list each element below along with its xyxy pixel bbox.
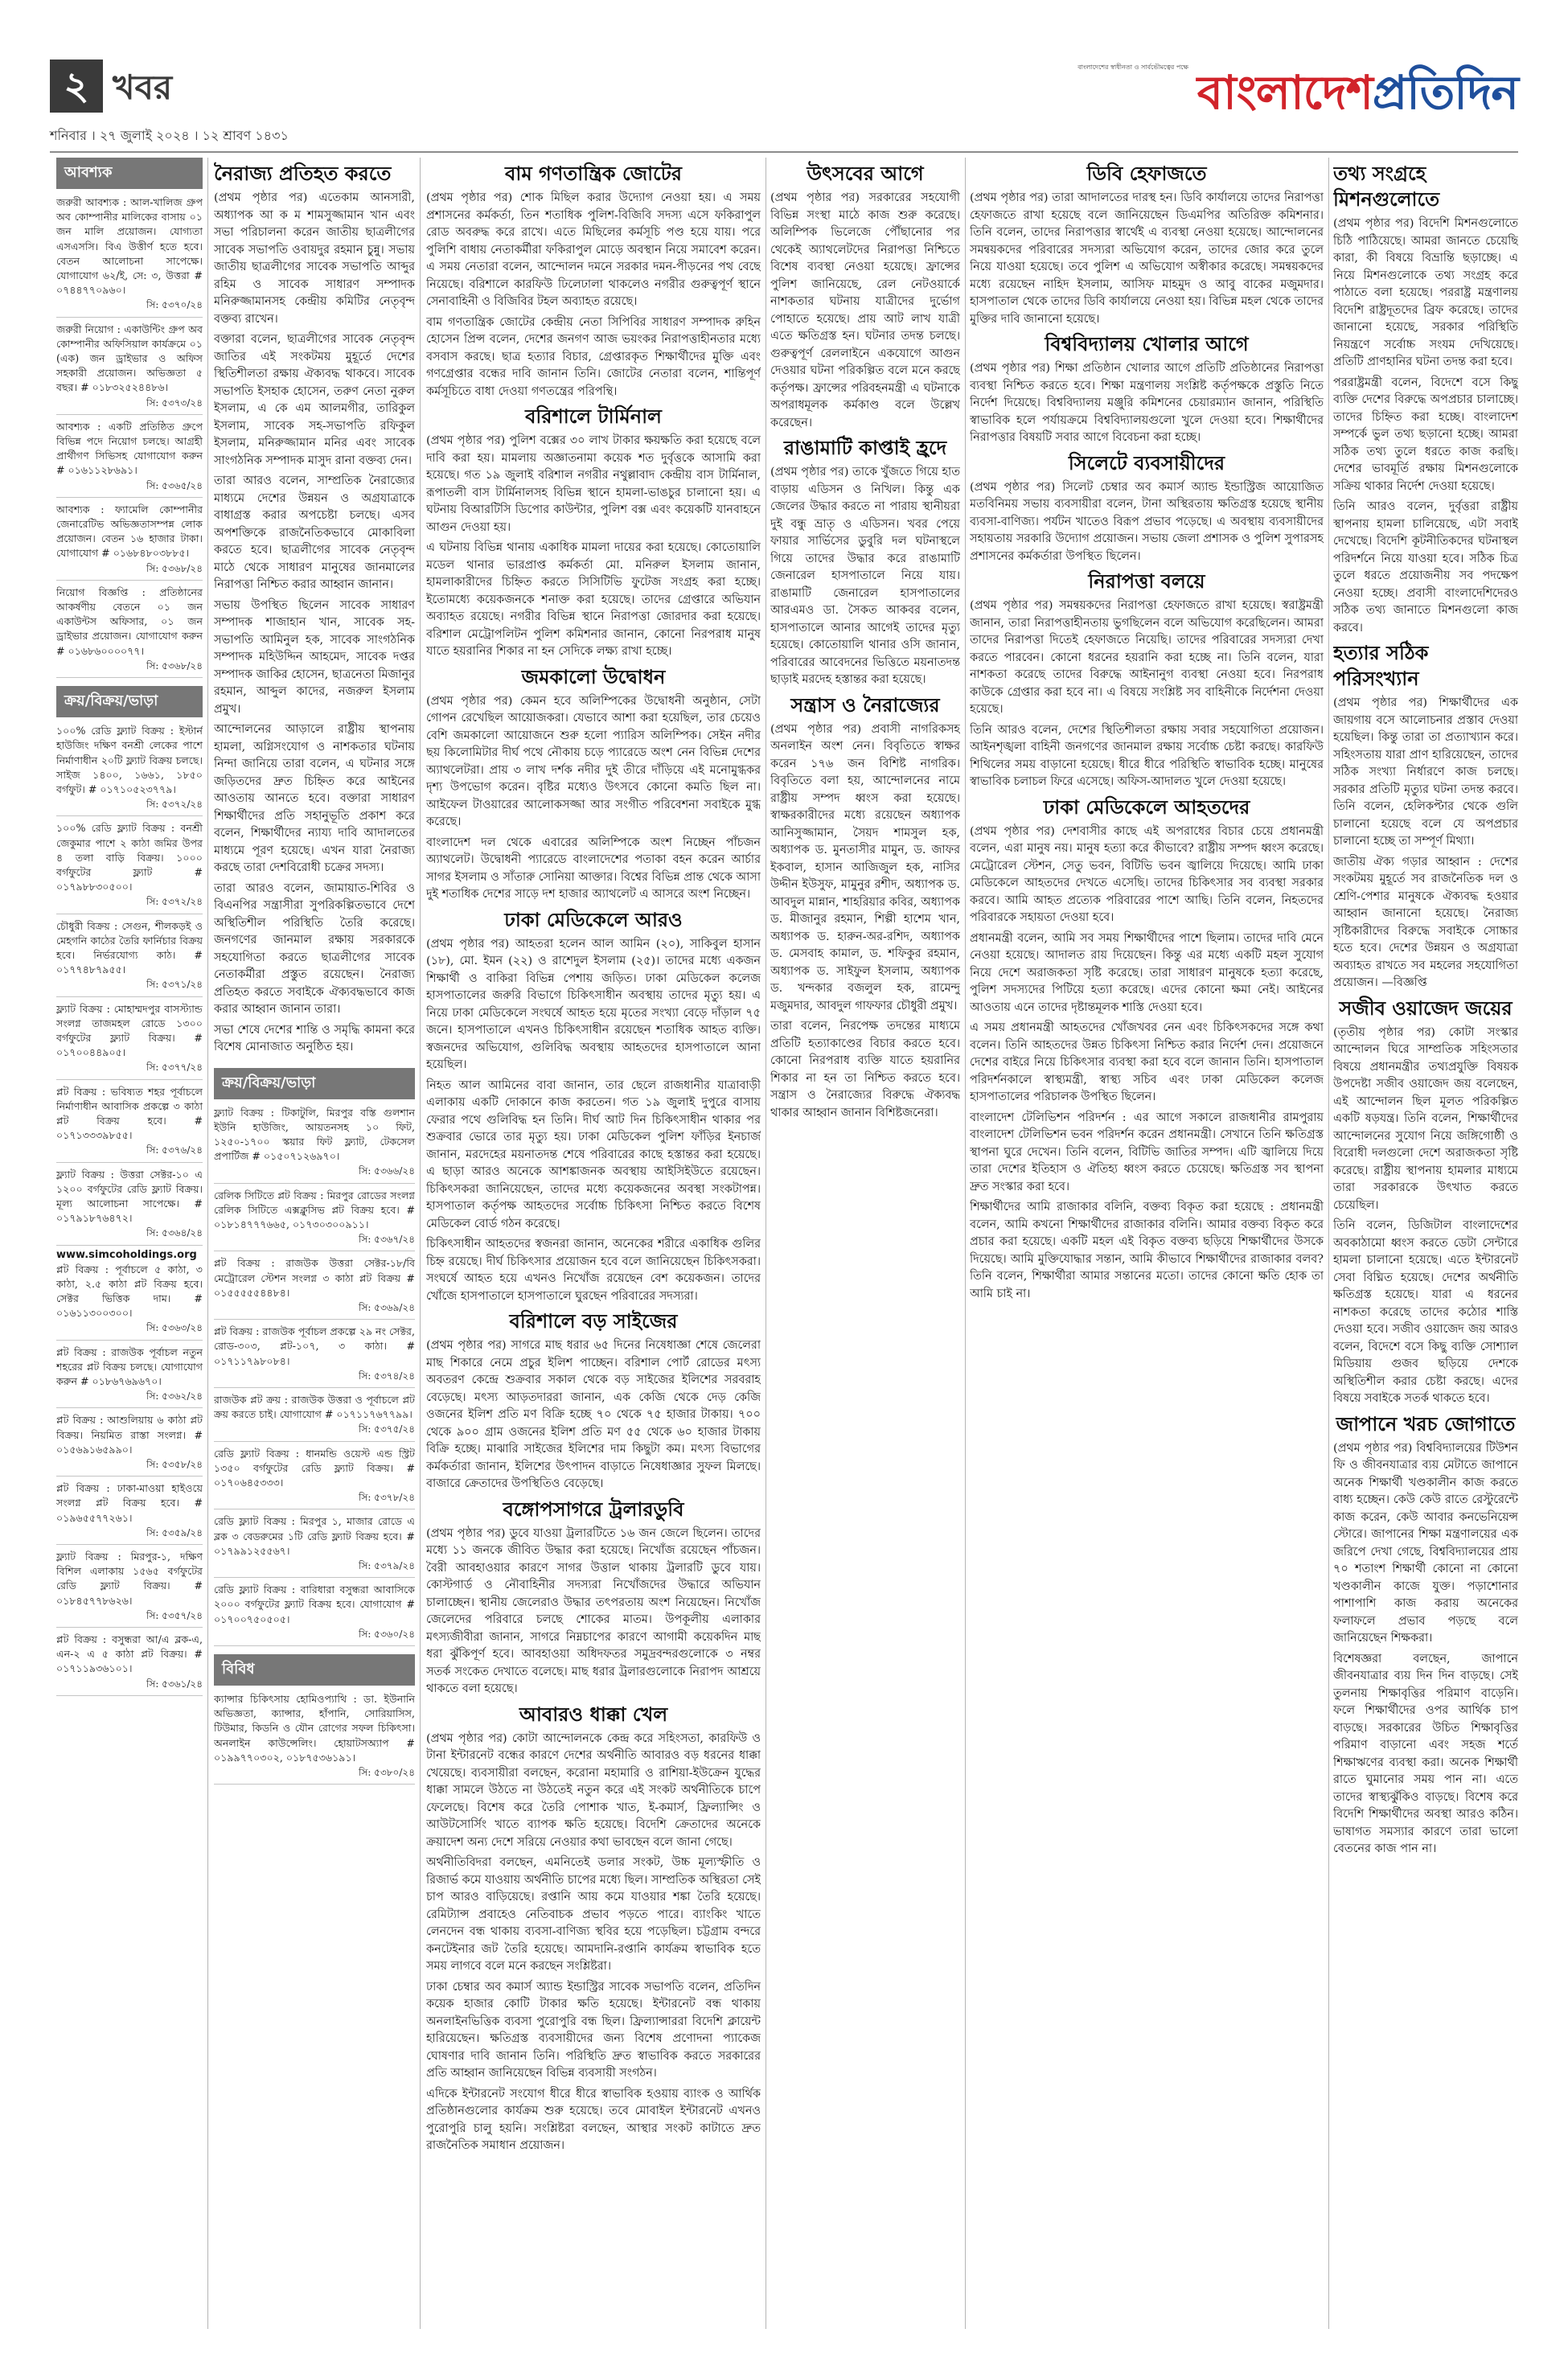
page-number: ২ (50, 60, 103, 113)
column-5 (970, 158, 1324, 2329)
masthead (50, 48, 1518, 153)
article-paragraph: (প্রথম পৃষ্ঠার পর) প্রবাসী নাগরিকসহ অনলাইন অংশ নেন। বিবৃতিতে স্বাক্ষর করেন ১৭৬ জন বিশিষ্ট নাগরিক। বিবৃতিতে বলা হয়, আন্দোলনের নামে রাষ্ট্রীয় সম্পদ ধ্বংস করা হয়েছে। স্বাক্ষরকারীদের মধ্যে রয়েছেন অধ্যাপক আনিসুজ্জামান, সৈয়দ শামসুল হক, অধ্যাপক ড. মুনতাসীর মামুন, ড. জাফর ইকবাল, হাসান আজিজুল হক, নাসির উদ্দীন ইউসুফ, মামুনুর রশীদ, অধ্যাপক ড. আবদুল মান্নান, শাহরিয়ার কবির, অধ্যাপক ড. মীজানুর রহমান, শিল্পী হাশেম খান, অধ্যাপক ড. হারুন-অর-রশিদ, অধ্যাপক ড. মেসবাহ কামাল, ড. শফিকুর রহমান, অধ্যাপক ড. সাইফুল ইসলাম, অধ্যাপক ড. খন্দকার বজলুল হক, রামেন্দু মজুমদার, আবদুল গাফফার চৌধুরী প্রমুখ। (770, 722, 960, 1012)
headline-article-6[interactable]: বরিশালে বড় সাইজের (509, 1310, 678, 1333)
classified-header-misc: বিবিধ (214, 1654, 415, 1686)
article-paragraph: (প্রথম পৃষ্ঠার পর) দেশবাসীর কাছে এই অপরাধের বিচার চেয়ে প্রধানমন্ত্রী বলেন, এরা মানুষ নয়। মানুষ হত্যা করে কীভাবে? রাষ্ট্রীয় সম্পদ ধ্বংস করেছে। মেট্রোরেল স্টেশন, সেতু ভবন, বিটিভি ভবন জ্বালিয়ে দিয়েছে। আমি ঢাকা মেডিকেলে আহতদের দেখতে এসেছি। তাদের চিকিৎসার সব ব্যবস্থা সরকার করবে। আমি আহত প্রত্যেক পরিবারের পাশে আছি। তিনি বলেন, নিহতদের পরিবারকে সহায়তা দেওয়া হবে। (970, 824, 1324, 924)
article-paragraph: (প্রথম পৃষ্ঠার পর) শিক্ষা প্রতিষ্ঠান খোলার আগে প্রতিটি প্রতিষ্ঠানের নিরাপত্তা ব্যবস্থা নিশ্চিত করতে হবে। শিক্ষা মন্ত্রণালয় সংশ্লিষ্ট কর্তৃপক্ষকে প্রস্তুতি নিতে নির্দেশ দিয়েছে। বিশ্ববিদ্যালয় মঞ্জুরি কমিশনের চেয়ারম্যান জানান, পরিস্থিতি স্বাভাবিক হলে পর্যায়ক্রমে বিশ্ববিদ্যালয়গুলো খুলে দেওয়া হবে। শিক্ষার্থীদের নিরাপত্তার বিষয়টি সবার আগে বিবেচনা করা হচ্ছে। (970, 362, 1324, 444)
article-paragraph: আন্দোলনের আড়ালে রাষ্ট্রীয় স্থাপনায় হামলা, অগ্নিসংযোগ ও নাশকতার ঘটনায় নিন্দা জানিয়ে তারা বলেন, এ ঘটনার সঙ্গে জড়িতদের দ্রুত চিহ্নিত করে আইনের আওতায় আনতে হবে। বক্তারা সাধারণ শিক্ষার্থীদের প্রতি সহানুভূতি প্রকাশ করে বলেন, শিক্ষার্থীদের ন্যায্য দাবি আদালতের মাধ্যমে পূরণ হয়েছে। এখন যারা নৈরাজ্য করছে তারা দেশবিরোধী চক্রের সদস্য। (214, 723, 415, 874)
classified-ad-code: সি: ৫৩৬৩/২৪ (146, 1322, 203, 1334)
article-paragraph: বক্তারা বলেন, ছাত্রলীগের সাবেক নেতৃবৃন্দ জাতির এই সংকটময় মুহূর্তে দেশের স্থিতিশীলতা রক্ষায় ঐক্যবদ্ধ থাকবে। সাবেক সভাপতি ইসহাক হোসেন, তরুণ নেতা নুরুল ইসলাম, এ কে এম আলমগীর, তারিকুল ইসলাম, সাবেক সহ-সভাপতি রফিকুল ইসলাম, মনিরুজ্জামান মনির এবং সাবেক সাংগঠনিক সম্পাদক মাসুদ রানা বক্তব্য দেন। (214, 333, 415, 467)
article-paragraph: পররাষ্ট্রমন্ত্রী বলেন, বিদেশে বসে কিছু ব্যক্তি দেশের বিরুদ্ধে অপপ্রচার চালাচ্ছে। তাদের চিহ্নিত করা হচ্ছে। বাংলাদেশ সম্পর্কে ভুল তথ্য ছড়ানো হচ্ছে। আমরা সঠিক তথ্য তুলে ধরতে কাজ করছি। দেশের ভাবমূর্তি রক্ষায় মিশনগুলোকে সক্রিয় থাকার নির্দেশ দেওয়া হয়েছে। (1333, 376, 1518, 493)
column-divider (1328, 158, 1329, 2329)
article-paragraph: (প্রথম পৃষ্ঠার পর) বিশ্ববিদ্যালয়ের টিউশন ফি ও জীবনযাত্রার ব্যয় মেটাতে জাপানে অনেক শিক্ষার্থী খণ্ডকালীন কাজ করতে বাধ্য হচ্ছেন। কেউ কেউ রাতে রেস্টুরেন্টে কাজ করেন, কেউ আবার কনভেনিয়েন্স স্টোরে। জাপানের শিক্ষা মন্ত্রণালয়ের এক জরিপে দেখা গেছে, বিশ্ববিদ্যালয়ের প্রায় ৭০ শতাংশ শিক্ষার্থী কোনো না কোনো খণ্ডকালীন কাজে যুক্ত। পড়াশোনার পাশাপাশি কাজ করায় অনেকের ফলাফলে প্রভাব পড়ছে বলে জানিয়েছেন শিক্ষকরা। (1333, 1441, 1518, 1645)
classified-ad (214, 1391, 415, 1442)
article-5-body (426, 936, 761, 1306)
classified-ad-code: সি: ৫৩৭০/২৪ (146, 299, 203, 311)
headline-article-19[interactable]: সজীব ওয়াজেদ জয়ের (1339, 996, 1513, 1020)
classifieds-column (56, 158, 203, 2329)
masthead-rule (50, 151, 1518, 153)
headline-article-1[interactable]: নৈরাজ্য প্রতিহত করতে (214, 162, 392, 185)
headline-article-16[interactable]: ঢাকা মেডিকেলে আহতদের (1043, 795, 1250, 819)
classified-ad-text: রেডি ফ্ল্যাট বিক্রয় : মিরপুর ১, মাজার রোডে এ ব্লক ৩ বেডরুমের ১টি রেডি ফ্ল্যাট বিক্রয় হবে। # ০১৭৯৯১২৫৫৬৭। (214, 1515, 415, 1557)
classified-ad-code: সি: ৫৩৬৮/২৪ (146, 659, 203, 672)
classified-ad (56, 819, 203, 914)
classified-ad-text: রাজউক প্লট ক্রয় : রাজউক উত্তরা ও পূর্বাচলে প্লট ক্রয় করতে চাই। যোগাযোগ # ০১৭১১৭৬৭৭৯৯। (214, 1393, 415, 1421)
classified-ad (214, 1255, 415, 1320)
article-3-body (426, 433, 761, 661)
article-paragraph: (প্রথম পৃষ্ঠার পর) শিক্ষার্থীদের এক জায়গায় বসে আলোচনার প্রস্তাব দেওয়া হয়েছিল। কিন্তু তারা তা প্রত্যাখ্যান করে। সহিংসতায় যারা প্রাণ হারিয়েছেন, তাদের সঠিক সংখ্যা নির্ধারণে কাজ চলছে। সরকার প্রতিটি মৃত্যুর ঘটনা তদন্ত করবে। তিনি বলেন, হেলিকপ্টার থেকে গুলি চালানো হয়েছে বলে যে অপপ্রচার চালানো হচ্ছে তা সম্পূর্ণ মিথ্যা। (1333, 696, 1518, 848)
section-title: খবর (113, 68, 173, 107)
column-divider (207, 158, 208, 2329)
logo-word-2: প্রতিদিন (1372, 65, 1518, 120)
classified-ad (56, 501, 203, 581)
classified-ad-code: সি: ৫৩৬৭/২৪ (358, 1234, 415, 1246)
headline-article-20[interactable]: জাপানে খরচ জোগাতে (1336, 1412, 1516, 1435)
article-paragraph: চিকিৎসাধীন আহতদের স্বজনরা জানান, অনেকের শরীরে একাধিক গুলির চিহ্ন রয়েছে। দীর্ঘ চিকিৎসার প্রয়োজন হবে বলে জানিয়েছেন চিকিৎসকরা। সংঘর্ষে আহত হয়ে এখনও নিখোঁজ রয়েছেন বেশ কয়েকজন। তাদের খোঁজে হাসপাতালে হাসপাতালে ঘুরছেন পরিবারের সদস্যরা। (426, 1238, 761, 1303)
article-paragraph: সভা শেষে দেশের শান্তি ও সমৃদ্ধি কামনা করে বিশেষ মোনাজাত অনুষ্ঠিত হয়। (214, 1023, 415, 1054)
classified-ad-code: সি: ৫৩৭১/২৪ (146, 979, 203, 991)
article-7-body (426, 1526, 761, 1698)
article-paragraph: তারা আরও বলেন, জামায়াত-শিবির ও বিএনপির সন্ত্রাসীরা সুপরিকল্পিতভাবে দেশে অস্থিতিশীল পরিস্থিতি তৈরি করেছে। জনগণের জানমাল রক্ষায় সরকারকে সহযোগিতা করতে ছাত্রলীগের সাবেক নেতাকর্মীরা প্রস্তুত রয়েছেন। নৈরাজ্য প্রতিহত করতে সবাইকে ঐক্যবদ্ধভাবে কাজ করার আহ্বান জানান তারা। (214, 881, 415, 1016)
article-paragraph: (প্রথম পৃষ্ঠার পর) কেমন হবে অলিম্পিকের উদ্বোধনী অনুষ্ঠান, সেটা গোপন রেখেছিল আয়োজকরা। যেভাবে আশা করা হয়েছিল, তার চেয়েও বেশি জমকালো আয়োজনে শুরু হলো প্যারিস অলিম্পিক। সেইন নদীর ছয় কিলোমিটার দীর্ঘ পথে নৌকায় চড়ে প্যারেডে অংশ নেন বিভিন্ন দেশের অ্যাথলেটরা। প্রায় ৩ লাখ দর্শক নদীর দুই তীরে দাঁড়িয়ে এই মনোমুগ্ধকর দৃশ্য উপভোগ করেন। বৃষ্টির মধ্যেও উৎসবে কোনো কমতি ছিল না। আইফেল টাওয়ারের আলোকসজ্জা আর সংগীত পরিবেশনা সবাইকে মুগ্ধ করেছে। (426, 694, 761, 828)
brand-tagline: বাংলাদেশের স্বাধীনতা ও সার্বভৌমত্বের পক্ষে (1077, 64, 1188, 71)
classified-ad-text: ১০০% রেডি ফ্ল্যাট বিক্রয় : বনশ্রী জেকুমার পাশে ২ কাঠা জমির উপর ৪ তলা বাড়ি বিক্রয়। ১০০০ বর্গফুটের ফ্ল্যাট # ০১৭৯৮৮৩০৫০০। (56, 822, 203, 893)
classified-ad (214, 1323, 415, 1388)
classified-ad-text: প্লট বিক্রয় : ভবিষ্যত শহর পূর্বাচলে নির্মাণাধীন আবাসিক প্রকল্পে ৩ কাঠা প্লট বিক্রয় হবে। # ০১৭১৩৩৩৯৮৫৫। (56, 1085, 203, 1142)
classified-ad-text: রেলিক সিটিতে প্লট বিক্রয় : মিরপুর রোডের সংলগ্ন রেলিক সিটিতে এক্সক্লুসিভ প্লট বিক্রয় হবে। # ০১৮১৪৭৭৭৬৬৫, ০১৭৩০৩০০৯১১। (214, 1189, 415, 1230)
article-paragraph: (তৃতীয় পৃষ্ঠার পর) কোটা সংস্কার আন্দোলন ঘিরে সাম্প্রতিক সহিংসতার বিষয়ে প্রধানমন্ত্রীর তথ্যপ্রযুক্তি বিষয়ক উপদেষ্টা সজীব ওয়াজেদ জয় বলেছেন, এই আন্দোলন ছিল মূলত পরিকল্পিত একটি ষড়যন্ত্র। তিনি বলেন, শিক্ষার্থীদের আন্দোলনের সুযোগ নিয়ে জঙ্গিগোষ্ঠী ও বিরোধী দলগুলো দেশে অরাজকতা সৃষ্টি করেছে। রাষ্ট্রীয় স্থাপনায় হামলার মাধ্যমে তারা সরকারকে উৎখাত করতে চেয়েছিল। (1333, 1025, 1518, 1212)
article-paragraph: (প্রথম পৃষ্ঠার পর) ডুবে যাওয়া ট্রলারটিতে ১৬ জন জেলে ছিলেন। তাদের মধ্যে ১১ জনকে জীবিত উদ্ধার করা হয়েছে। নিখোঁজ রয়েছেন পাঁচজন। বৈরী আবহাওয়ার কারণে সাগর উত্তাল থাকায় ট্রলারটি ডুবে যায়। কোস্টগার্ড ও নৌবাহিনীর সদস্যরা নিখোঁজদের উদ্ধারে অভিযান চালাচ্ছেন। স্থানীয় জেলেরাও উদ্ধার তৎপরতায় অংশ নিয়েছেন। নিখোঁজ জেলেদের পরিবারে চলছে শোকের মাতম। উপকূলীয় এলাকার মৎস্যজীবীরা জানান, সাগরে নিম্নচাপের কারণে আগামী কয়েকদিন মাছ ধরা ঝুঁকিপূর্ণ হবে। আবহাওয়া অধিদফতর সমুদ্রবন্দরগুলোকে ৩ নম্বর সতর্ক সংকেত দেখাতে বলেছে। মাছ ধরার ট্রলারগুলোকে নিরাপদ আশ্রয়ে থাকতে বলা হয়েছে। (426, 1526, 761, 1695)
classified-ad-code: সি: ৫৩৭৪/২৪ (358, 1370, 415, 1382)
classified-ad-code: সি: ৫৩৬৮/২৪ (146, 562, 203, 574)
article-paragraph: সভায় উপস্থিত ছিলেন সাবেক সাধারণ সম্পাদক শাজাহান খান, সাবেক সহ-সভাপতি আমিনুল হক, সাবেক সাংগঠনিক সম্পাদক মহিউদ্দিন আহমেদ, সাবেক দপ্তর সম্পাদক জাকির হোসেন, ছাত্রনেতা মিজানুর রহমান, আব্দুল কাদের, নজরুল ইসলাম প্রমুখ। (214, 598, 415, 716)
article-paragraph: প্রধানমন্ত্রী বলেন, আমি সব সময় শিক্ষার্থীদের পাশে ছিলাম। তাদের দাবি মেনে নেওয়া হয়েছে। আদালত রায় দিয়েছেন। কিন্তু এর মধ্যে একটি মহল সুযোগ নিয়ে দেশে অরাজকতা সৃষ্টি করেছে। তারা সাধারণ মানুষকে হত্যা করেছে, পুলিশ সদস্যদের পিটিয়ে হত্যা করেছে। এদের কোনো ক্ষমা নেই। আইনের আওতায় এনে তাদের দৃষ্টান্তমূলক শাস্তি দেওয়া হবে। (970, 931, 1324, 1014)
headline-article-5[interactable]: ঢাকা মেডিকেলে আরও (504, 908, 683, 931)
article-paragraph: বাংলাদেশ দল থেকে এবারের অলিম্পিকে অংশ নিচ্ছেন পাঁচজন অ্যাথলেট। উদ্বোধনী প্যারেডে বাংলাদেশের পতাকা বহন করেন আর্চার সাগর ইসলাম ও সাঁতারু সোনিয়া আক্তার। বিশ্বের বিভিন্ন প্রান্ত থেকে আসা দুই শতাধিক দেশের সাড়ে দশ হাজার অ্যাথলেট এ আসরে অংশ নিচ্ছেন। (426, 836, 761, 901)
article-paragraph: বাম গণতান্ত্রিক জোটের কেন্দ্রীয় নেতা সিপিবির সাধারণ সম্পাদক রুহিন হোসেন প্রিন্স বলেন, দেশের জনগণ আজ ভয়ংকর নিরাপত্তাহীনতার মধ্যে বসবাস করছে। ছাত্র হত্যার বিচার, গ্রেপ্তারকৃত শিক্ষার্থীদের মুক্তি এবং গণগ্রেপ্তার বন্ধের দাবি জানান তিনি। জোটের নেতারা বলেন, শান্তিপূর্ণ কর্মসূচিতে বাধা দেওয়া গণতন্ত্রের পরিপন্থি। (426, 315, 761, 398)
article-paragraph: (প্রথম পৃষ্ঠার পর) কোটা আন্দোলনকে কেন্দ্র করে সহিংসতা, কারফিউ ও টানা ইন্টারনেট বন্ধের কারণে দেশের অর্থনীতি আবারও বড় ধরনের ধাক্কা খেয়েছে। ব্যবসায়ীরা বলছেন, করোনা মহামারি ও রাশিয়া-ইউক্রেন যুদ্ধের ধাক্কা সামলে উঠতে না উঠতেই নতুন করে এই সংকট অর্থনীতিকে চাপে ফেলেছে। বিশেষ করে তৈরি পোশাক খাত, ই-কমার্স, ফ্রিল্যান্সিং ও আউটসোর্সিং খাতে ব্যাপক ক্ষতি হয়েছে। বিদেশি ক্রেতাদের অনেকে ক্রয়াদেশ অন্য দেশে সরিয়ে নেওয়ার কথা ভাবছেন বলে জানা গেছে। (426, 1731, 761, 1849)
classified-ad (56, 1166, 203, 1246)
classified-ad-text: ফ্ল্যাট বিক্রয় : মিরপুর-১, দক্ষিণ বিশিল এলাকায় ১৫৬৫ বর্গফুটের রেডি ফ্ল্যাট বিক্রয়। # ০১৮৪৫৭৭৮৬২৬। (56, 1550, 203, 1607)
dateline: শনিবার । ২৭ জুলাই ২০২৪ । ১২ শ্রাবণ ১৪৩১ (50, 128, 289, 143)
classified-ad-text: ক্যান্সার চিকিৎসায় হোমিওপ্যাথি : ডা. ইউনানি অভিজ্ঞতা, ক্যান্সার, হাঁপানি, সোরিয়াসিস, টিউমার, কিডনি ও যৌন রোগের সফল চিকিৎসা। অনলাইন কাউন্সেলিং। হোয়াটসঅ্যাপ # ০১৯৯৭৭০৩০২, ০১৮৭৫৩৬১৯১। (214, 1693, 415, 1764)
article-paragraph: তিনি আরও বলেন, দুর্বৃত্তরা রাষ্ট্রীয় স্থাপনায় হামলা চালিয়েছে, এটা সবাই দেখেছে। বিদেশি কূটনীতিকদের ঘটনাস্থল পরিদর্শনে নিয়ে যাওয়া হবে। সঠিক চিত্র তুলে ধরতে প্রয়োজনীয় সব পদক্ষেপ নেওয়া হচ্ছে। প্রবাসী বাংলাদেশিদেরও সঠিক তথ্য জানাতে মিশনগুলো কাজ করবে। (1333, 500, 1518, 635)
classified-header-wanted: আবশ্যক (56, 158, 203, 189)
article-paragraph: বাংলাদেশ টেলিভিশন পরিদর্শন : এর আগে সকালে রাজধানীর রামপুরায় বাংলাদেশ টেলিভিশন ভবন পরিদর্শন করেন প্রধানমন্ত্রী। সেখানে তিনি ক্ষতিগ্রস্ত স্থাপনা ঘুরে দেখেন। তিনি বলেন, বিটিভি জাতির সম্পদ। এটি জ্বালিয়ে দিয়ে তারা দেশের ইতিহাস ও ঐতিহ্য ধ্বংস করতে চেয়েছে। ক্ষতিগ্রস্ত সব স্থাপনা দ্রুত সংস্কার করা হবে। (970, 1111, 1324, 1193)
headline-article-14[interactable]: সিলেটে ব্যবসায়ীদের (1068, 451, 1225, 474)
classified-list-wanted (56, 194, 203, 678)
newspaper-logo[interactable] (1197, 64, 1518, 121)
headline-article-9[interactable]: উৎসবের আগে (807, 162, 924, 185)
classified-ad (56, 1000, 203, 1080)
headline-article-3[interactable]: বরিশালে টার্মিনাল (525, 405, 662, 428)
article-paragraph: (প্রথম পৃষ্ঠার পর) সমন্বয়কদের নিরাপত্তা হেফাজতে রাখা হয়েছে। স্বরাষ্ট্রমন্ত্রী জানান, তারা নিরাপত্তাহীনতায় ভুগছিলেন বলে অভিযোগ করেছিলেন। আমরা তাদের নিরাপত্তা দিতেই হেফাজতে নিয়েছি। তাদের পরিবারের সদস্যরা দেখা করতে পারবেন। কোনো ধরনের হয়রানি করা হচ্ছে না। তিনি বলেন, যারা নাশকতা করেছে তাদের বিরুদ্ধে আইনানুগ ব্যবস্থা নেওয়া হবে। নিরপরাধ কাউকে গ্রেপ্তার করা হবে না। এ বিষয়ে সংশ্লিষ্ট সব বাহিনীকে নির্দেশনা দেওয়া হয়েছে। (970, 599, 1324, 716)
classified-ad-text: প্লট বিক্রয় : রাজউক উত্তরা সেক্টর-১৮/বি মেট্রোরেল স্টেশন সংলগ্ন ৩ কাঠা প্লট বিক্রয় # ০১৫৫৫৫৫৪৪৮৪। (214, 1257, 415, 1299)
article-paragraph: জাতীয় ঐক্য গড়ার আহ্বান : দেশের সংকটময় মুহূর্তে সব রাজনৈতিক দল ও শ্রেণি-পেশার মানুষকে ঐক্যবদ্ধ হওয়ার আহ্বান জানানো হয়েছে। নৈরাজ্য সৃষ্টিকারীদের বিরুদ্ধে সবাইকে সোচ্চার হতে হবে। দেশের উন্নয়ন ও অগ্রযাত্রা অব্যাহত রাখতে সব মহলের সহযোগিতা প্রয়োজন। —বিজ্ঞপ্তি (1333, 855, 1518, 989)
article-paragraph: (প্রথম পৃষ্ঠার পর) সিলেট চেম্বার অব কমার্স অ্যান্ড ইন্ডাস্ট্রিজ আয়োজিত মতবিনিময় সভায় ব্যবসায়ীরা বলেন, টানা অস্থিরতায় ক্ষতিগ্রস্ত হয়েছে স্থানীয় ব্যবসা-বাণিজ্য। পর্যটন খাতেও বিরূপ প্রভাব পড়েছে। এ অবস্থায় ব্যবসায়ীদের সহায়তায় সরকারি উদ্যোগ প্রয়োজন। সভায় জেলা প্রশাসক ও পুলিশ সুপারসহ প্রশাসনের কর্মকর্তারা উপস্থিত ছিলেন। (970, 480, 1324, 563)
classified-ad-code: সি: ৫৩৭৬/২৪ (146, 1144, 203, 1156)
classified-ad-text: প্লট বিক্রয় : পূর্বাচলে ৫ কাঠা, ৩ কাঠা, ২.৫ কাঠা প্লট বিক্রয় হবে। সেক্টর ভিত্তিক দাম। # ০১৬১১৩০০৩০০। (56, 1263, 203, 1320)
classified-ad-text: রেডি ফ্ল্যাট বিক্রয় : বারিধারা বসুন্ধরা আবাসিকে ২০০০ বর্গফুটের ফ্ল্যাট বিক্রয় হবে। যোগাযোগ # ০১৭০০৭৫০৫০৫। (214, 1583, 415, 1625)
article-paragraph: তারা বলেন, নিরপেক্ষ তদন্তের মাধ্যমে প্রতিটি হত্যাকাণ্ডের বিচার করতে হবে। কোনো নিরপরাধ ব্যক্তি যাতে হয়রানির শিকার না হন তা নিশ্চিত করতে হবে। সন্ত্রাস ও নৈরাজ্যের বিরুদ্ধে ঐক্যবদ্ধ থাকার আহ্বান জানান বিশিষ্টজনেরা। (770, 1020, 960, 1119)
classified-ad-text: প্লট বিক্রয় : রাজউক পূর্বাচল নতুন শহরের প্লট বিক্রয় চলছে। যোগাযোগ করুন # ০১৮৬৭৬৯৬৭০। (56, 1345, 203, 1388)
article-paragraph: (প্রথম পৃষ্ঠার পর) শোক মিছিল করার উদ্যোগ নেওয়া হয়। এ সময় প্রশাসনের কর্মকর্তা, তিন শতাধিক পুলিশ-বিজিবি সদস্য এসে ফকিরাপুল রোড অবরুদ্ধ করে রাখে। এতে মিছিলের কর্মসূচি পণ্ড হয়ে যায়। পরে পুলিশি বাধায় নেতাকর্মীরা ফকিরাপুল মোড়ে অবস্থান নিয়ে সমাবেশ করেন। এ সময় নেতারা বলেন, আন্দোলন দমনে সরকার দমন-পীড়নের পথ বেছে নিয়েছে। বরিশালে কারফিউ ঢিলেঢালা থাকলেও নগরীর গুরুত্বপূর্ণ স্থানে সেনাবাহিনী ও বিজিবির টহল অব্যাহত রয়েছে। (426, 191, 761, 308)
classified-ad-code: সি: ৫৩৬৫/২৪ (146, 479, 203, 491)
classified-ad (56, 1480, 203, 1545)
column-divider (420, 158, 421, 2329)
classified-ad (56, 321, 203, 415)
classified-ad-code: সি: ৫৩৭৯/২৪ (358, 1559, 415, 1571)
article-paragraph: (প্রথম পৃষ্ঠার পর) এতেকাম আনসারী, অধ্যাপক আ ক ম শামসুজ্জামান খান এবং সভা পরিচালনা করেন জাতীয় ছাত্রলীগের সাবেক সভাপতি ওবায়দুর রহমান চুন্নু। সভায় জাতীয় ছাত্রলীগের সাবেক সভাপতি আব্দুর রহিম ও সাবেক সাধারণ সম্পাদক মনিরুজ্জামানসহ কেন্দ্রীয় কমিটির নেতৃবৃন্দ বক্তব্য রাখেন। (214, 191, 415, 326)
classified-ad-code: সি: ৫৩৬১/২৪ (146, 1678, 203, 1690)
classified-ad (56, 194, 203, 318)
article-paragraph: এ ঘটনায় বিভিন্ন থানায় একাধিক মামলা দায়ের করা হয়েছে। কোতোয়ালি মডেল থানার ভারপ্রাপ্ত কর্মকর্তা মো. মনিরুল ইসলাম জানান, হামলাকারীদের চিহ্নিত করতে সিসিটিভি ফুটেজ সংগ্রহ করা হচ্ছে। ইতোমধ্যে কয়েকজনকে শনাক্ত করা হয়েছে। তাদের গ্রেপ্তারে অভিযান অব্যাহত রয়েছে। নগরীর বিভিন্ন স্থানে নিরাপত্তা জোরদার করা হয়েছে। বরিশাল মেট্রোপলিটন পুলিশ কমিশনার জানান, কোনো নিরপরাধ মানুষ যাতে হয়রানির শিকার না হন সেদিকে লক্ষ্য রাখা হচ্ছে। (426, 541, 761, 658)
article-13-body (970, 360, 1324, 447)
article-20-body (1333, 1440, 1518, 1859)
classified-ad-text: নিয়োগ বিজ্ঞপ্তি : প্রতিষ্ঠানের আকর্ষণীয় বেতনে ০১ জন একাউন্টস অফিসার, ০১ জন ড্রাইভার প্রয়োজন। যোগাযোগ করুন # ০১৬৮৬০০০০৭৭। (56, 585, 203, 657)
headline-article-4[interactable]: জমকালো উদ্বোধন (521, 665, 666, 688)
classified-ad (214, 1513, 415, 1578)
classified-ad-code: সি: ৫৩৬০/২৪ (358, 1628, 415, 1640)
classified-ad-code: সি: ৫৩৬৯/২৪ (358, 1301, 415, 1313)
classified-ad-code: সি: ৫৩৫৯/২৪ (146, 1526, 203, 1538)
article-12-body (970, 190, 1324, 328)
article-paragraph: তিনি বলেন, ডিজিটাল বাংলাদেশের অবকাঠামো ধ্বংস করতে ডেটা সেন্টারে হামলা চালানো হয়েছে। এতে ইন্টারনেট সেবা বিঘ্নিত হয়েছে। দেশের অর্থনীতি ক্ষতিগ্রস্ত হয়েছে। যারা এ ধরনের নাশকতা করেছে তাদের কঠোর শাস্তি দেওয়া হবে। সজীব ওয়াজেদ জয় আরও বলেন, বিদেশে বসে কিছু ব্যক্তি সোশ্যাল মিডিয়ায় গুজব ছড়িয়ে দেশকে অস্থিতিশীল করার চেষ্টা করছে। এদের বিষয়ে সবাইকে সতর্ক থাকতে হবে। (1333, 1219, 1518, 1405)
article-paragraph: তারা আরও বলেন, সাম্প্রতিক নৈরাজ্যের মাধ্যমে দেশের উন্নয়ন ও অগ্রযাত্রাকে বাধাগ্রস্ত করার অপচেষ্টা চলছে। এসব অপশক্তিকে রাজনৈতিকভাবে মোকাবিলা করতে হবে। ছাত্রলীগের সাবেক নেতৃবৃন্দ মাঠে থেকে সাধারণ মানুষের জানমালের নিরাপত্তা নিশ্চিত করার আহ্বান জানান। (214, 474, 415, 591)
headline-article-8[interactable]: আবারও ধাক্কা খেল (519, 1702, 668, 1726)
classified-ad-text: ফ্ল্যাট বিক্রয় : টিকাটুলি, মিরপুর বস্তি গুলশান ইউনি হাউজিং, আয়তনসহ ১০ ফিট, ১২৫০-১৭০০ স্কয়ার ফিট ফ্ল্যাট, টেকসেল প্রপার্টিজ # ০১৫০৭১২৬৯৭০। (214, 1106, 415, 1163)
headline-article-15[interactable]: নিরাপত্তা বলয়ে (1088, 570, 1205, 593)
article-paragraph: এ সময় প্রধানমন্ত্রী আহতদের খোঁজখবর নেন এবং চিকিৎসকদের সঙ্গে কথা বলেন। তিনি আহতদের উন্নত চিকিৎসা নিশ্চিত করার নির্দেশ দেন। প্রয়োজনে দেশের বাইরে নিয়ে চিকিৎসার ব্যবস্থা করা হবে বলে জানান তিনি। হাসপাতাল পরিদর্শনকালে স্বাস্থ্যমন্ত্রী, স্বাস্থ্য সচিব এবং ঢাকা মেডিকেল কলেজ হাসপাতালের পরিচালক উপস্থিত ছিলেন। (970, 1021, 1324, 1103)
article-19-body (1333, 1025, 1518, 1408)
advertiser-website-link[interactable]: www.simcoholdings.org (56, 1248, 197, 1261)
classified-ad (56, 918, 203, 997)
article-paragraph: (প্রথম পৃষ্ঠার পর) আহতরা হলেন আল আমিন (২০), সাকিবুল হাসান (১৮), মো. ইমন (২২) ও রাশেদুল ইসলাম (২৫)। তাদের মধ্যে একজন শিক্ষার্থী ও বাকিরা বিভিন্ন পেশায় জড়িত। ঢাকা মেডিকেল কলেজ হাসপাতালের জরুরি বিভাগে চিকিৎসাধীন অবস্থায় তাদের মৃত্যু হয়। এ নিয়ে ঢাকা মেডিকেলে সংঘর্ষে আহত হয়ে মৃতের সংখ্যা বেড়ে দাঁড়াল ৭৫ জনে। হাসপাতালে এখনও চিকিৎসাধীন রয়েছেন শতাধিক আহত ব্যক্তি। স্বজনদের অভিযোগ, গুলিবিদ্ধ অবস্থায় আহতদের হাসপাতালে আনা হয়েছিল। (426, 937, 761, 1071)
column-2 (214, 158, 415, 2329)
article-paragraph: (প্রথম পৃষ্ঠার পর) তাকে খুঁজতে গিয়ে হাত বাড়ায় এডিসন ও নিখিল। কিন্তু এক জেলের উদ্ধার করতে না পারায় স্থানীয়রা দুই বন্ধু ভ্রাতৃ ও এডিসন। খবর পেয়ে ফায়ার সার্ভিসের ডুবুরি দল ঘটনাস্থলে গিয়ে তাদের উদ্ধার করে রাঙামাটি জেনারেল হাসপাতালে নিয়ে যায়। রাঙামাটি জেনারেল হাসপাতালের আরএমও ডা. সৈকত আকবর বলেন, হাসপাতালে আনার আগেই তাদের মৃত্যু হয়েছে। কোতোয়ালি থানার ওসি জানান, পরিবারের আবেদনের ভিত্তিতে ময়নাতদন্ত ছাড়াই মরদেহ হস্তান্তর করা হয়েছে। (770, 466, 960, 686)
article-paragraph: (প্রথম পৃষ্ঠার পর) সরকারের সহযোগী বিভিন্ন সংস্থা মাঠে কাজ শুরু করেছে। অলিম্পিক ভিলেজে পৌঁছানোর পর থেকেই অ্যাথলেটদের নিরাপত্তা নিশ্চিতে বিশেষ ব্যবস্থা নেওয়া হয়েছে। ফ্রান্সের পুলিশ জানিয়েছে, রেল নেটওয়ার্কে নাশকতার ঘটনায় যাত্রীদের দুর্ভোগ পোহাতে হয়েছে। প্রায় আট লাখ যাত্রী এতে ক্ষতিগ্রস্ত হন। ঘটনার তদন্ত চলছে। গুরুত্বপূর্ণ রেললাইনে একযোগে আগুন দেওয়ার ঘটনা পরিকল্পিত বলে মনে করছে কর্তৃপক্ষ। ফ্রান্সের পরিবহনমন্ত্রী এ ঘটনাকে অপরাধমূলক কর্মকাণ্ড বলে উল্লেখ করেছেন। (770, 191, 960, 429)
classified-ad-text: আবশ্যক : একটি প্রতিষ্ঠিত গ্রুপে বিভিন্ন পদে নিয়োগ চলছে। আগ্রহী প্রার্থীগণ সিভিসহ যোগাযোগ করুন # ০১৬১১২৮৬৯১। (56, 420, 203, 477)
article-10-body (770, 464, 960, 689)
classified-ad (56, 1548, 203, 1628)
classified-ad-text: প্লট বিক্রয় : আশুলিয়ায় ৬ কাঠা প্লট বিক্রয়। নিয়মিত রাস্তা সংলগ্ন। # ০১৫৬৯১৬৫৯৯০। (56, 1414, 203, 1456)
article-16-body (970, 824, 1324, 1304)
classified-ad-text: ফ্ল্যাট বিক্রয় : উত্তরা সেক্টর-১০ এ ১২০০ বর্গফুটের রেডি ফ্ল্যাট বিক্রয়। মূল্য আলোচনা সাপেক্ষে। # ০১৭৯১৮৭৬৪৭২। (56, 1168, 203, 1225)
headline-article-2[interactable]: বাম গণতান্ত্রিক জোটের (505, 162, 682, 185)
classified-list-misc (214, 1690, 415, 1785)
article-paragraph: ঢাকা চেম্বার অব কমার্স অ্যান্ড ইন্ডাস্ট্রির সাবেক সভাপতি বলেন, প্রতিদিন কয়েক হাজার কোটি টাকার ক্ষতি হয়েছে। ইন্টারনেট বন্ধ থাকায় অনলাইনভিত্তিক ব্যবসা পুরোপুরি বন্ধ ছিল। ফ্রিল্যান্সাররা বিদেশি ক্লায়েন্ট হারিয়েছেন। ক্ষতিগ্রস্ত ব্যবসায়ীদের জন্য বিশেষ প্রণোদনা প্যাকেজ ঘোষণার দাবি জানান তিনি। পরিস্থিতি দ্রুত স্বাভাবিক করতে সরকারের প্রতি আহ্বান জানিয়েছেন বিভিন্ন ব্যবসায়ী সংগঠন। (426, 1980, 761, 2080)
classified-ad-code: সি: ৫৩৭৮/২৪ (358, 1492, 415, 1504)
classified-ad-code: সি: ৫৩৬২/২৪ (146, 1390, 203, 1403)
classified-ad-text: চৌধুরী বিক্রয় : সেগুন, শীলকড়ই ও মেহগনি কাঠের তৈরি ফার্নিচার বিক্রয় হবে। নির্ভরযোগ্য কাঠ। # ০১৭৭৪৮৭৯৫৫। (56, 919, 203, 976)
classified-ad-text: জরুরী নিয়োগ : একাউন্টিং গ্রুপ অব কোম্পানীর অফিসিয়াল কার্যক্রমে ০১ (এক) জন ড্রাইভার ও অফিস সহকারী প্রয়োজন। অভিজ্ঞতা ৫ বছর। # ০১৮৩২৫২৪৪৮৬। (56, 322, 203, 394)
classified-ad (214, 1690, 415, 1785)
article-paragraph: (প্রথম পৃষ্ঠার পর) বিদেশি মিশনগুলোতে চিঠি পাঠিয়েছে। আমরা জানতে চেয়েছি কারা, কী বিষয়ে বিভ্রান্তি ছড়াচ্ছে। এ নিয়ে মিশনগুলোকে তথ্য সংগ্রহ করে পাঠাতে বলা হয়েছে। পররাষ্ট্র মন্ত্রণালয় বিদেশি রাষ্ট্রদূতদের ব্রিফ করেছে। তাদের জানানো হয়েছে, সরকার পরিস্থিতি নিয়ন্ত্রণে সর্বোচ্চ সংযম দেখিয়েছে। প্রতিটি প্রাণহানির ঘটনা তদন্ত করা হবে। (1333, 217, 1518, 368)
classified-header-buy-sell-2: ক্রয়/বিক্রয়/ভাড়া (214, 1068, 415, 1099)
classified-ad-text: ১০০% রেডি ফ্ল্যাট বিক্রয় : ইস্টার্ন হাউজিং দক্ষিণ বনশ্রী লেকের পাশে নির্মাণাধীন ২০টি ফ্ল্যাট বিক্রয় চলছে। সাইজ ১৪০০, ১৬৬১, ১৮৫০ বর্গফুট। # ০১৭১০৫২৩৭৭৯। (56, 725, 203, 795)
column-6 (1333, 158, 1518, 2329)
article-17-body (1333, 216, 1518, 637)
headline-article-7[interactable]: বঙ্গোপসাগরে ট্রলারডুবি (503, 1497, 684, 1521)
classified-ad (214, 1187, 415, 1252)
article-paragraph: তিনি আরও বলেন, দেশের স্থিতিশীলতা রক্ষায় সবার সহযোগিতা প্রয়োজন। আইনশৃঙ্খলা বাহিনী জনগণের জানমাল রক্ষায় সর্বোচ্চ চেষ্টা করছে। কারফিউ শিথিলের সময় বাড়ানো হয়েছে। ধীরে ধীরে পরিস্থিতি স্বাভাবিক হচ্ছে। মানুষের স্বাভাবিক চলাচল ফিরে এসেছে। অফিস-আদালত খুলে দেওয়া হয়েছে। (970, 723, 1324, 788)
headline-article-17[interactable]: তথ্য সংগ্রহে মিশনগুলোতে (1333, 162, 1440, 211)
classified-ad (56, 584, 203, 678)
headline-article-13[interactable]: বিশ্ববিদ্যালয় খোলার আগে (1045, 333, 1249, 355)
classified-ad-code: সি: ৫৩৬৬/২৪ (358, 1165, 415, 1177)
classified-ad (56, 1411, 203, 1477)
classified-ad-code: সি: ৫৩৭২/২৪ (146, 799, 203, 811)
article-18-body (1333, 695, 1518, 992)
classified-ad (214, 1104, 415, 1184)
headline-article-18[interactable]: হত্যার সঠিক পরিসংখ্যান (1333, 642, 1429, 690)
article-8-body (426, 1731, 761, 2155)
classified-ad-code: সি: ৫৩৭৭/২৪ (146, 1062, 203, 1074)
article-paragraph: নিহত আল আমিনের বাবা জানান, তার ছেলে রাজধানীর যাত্রাবাড়ী এলাকায় একটি দোকানে কাজ করতেন। গত ১৯ জুলাই দুপুরে বাসায় ফেরার পথে গুলিবিদ্ধ হন তিনি। দীর্ঘ আট দিন চিকিৎসাধীন থাকার পর শুক্রবার ভোরে তার মৃত্যু হয়। ঢাকা মেডিকেল পুলিশ ফাঁড়ির ইনচার্জ জানান, মরদেহের ময়নাতদন্ত শেষে পরিবারের কাছে হস্তান্তর করা হয়েছে। এ ছাড়া আরও অনেকে আশঙ্কাজনক অবস্থায় আইসিইউতে রয়েছেন। চিকিৎসকরা জানিয়েছেন, তাদের মধ্যে কয়েকজনের অবস্থা সংকটাপন্ন। হাসপাতাল কর্তৃপক্ষ আহতদের সর্বোচ্চ চিকিৎসা নিশ্চিত করতে বিশেষ মেডিকেল বোর্ড গঠন করেছে। (426, 1078, 761, 1230)
article-9-body (770, 190, 960, 432)
logo-word-1: বাংলাদেশ (1197, 65, 1373, 120)
article-paragraph: শিক্ষার্থীদের আমি রাজাকার বলিনি, বক্তব্য বিকৃত করা হয়েছে : প্রধানমন্ত্রী বলেন, আমি কখনো শিক্ষার্থীদের রাজাকার বলিনি। আমার বক্তব্য বিকৃত করে প্রচার করা হয়েছে। একটি মহল এই বিকৃত বক্তব্য ছড়িয়ে শিক্ষার্থীদের উসকে দিয়েছে। আমি মুক্তিযোদ্ধার সন্তান, আমি কীভাবে শিক্ষার্থীদের রাজাকার বলব? তিনি বলেন, শিক্ষার্থীরা আমার সন্তানের মতো। তাদের কোনো ক্ষতি হোক তা আমি চাই না। (970, 1201, 1324, 1300)
article-paragraph: (প্রথম পৃষ্ঠার পর) তারা আদালতের দারস্থ হন। ডিবি কার্যালয়ে তাদের নিরাপত্তা হেফাজতে রাখা হয়েছে বলে জানিয়েছেন ডিএমপির অতিরিক্ত কমিশনার। তিনি বলেন, তাদের নিরাপত্তার স্বার্থেই এ ব্যবস্থা নেওয়া হয়েছে। আন্দোলনের সমন্বয়কদের পরিবারের সদস্যরা অভিযোগ করেন, তাদের জোর করে তুলে নিয়ে যাওয়া হয়েছে। তবে পুলিশ এ অভিযোগ অস্বীকার করেছে। সমন্বয়কদের মধ্যে রয়েছেন নাহিদ ইসলাম, আসিফ মাহমুদ ও আবু বাকের মজুমদার। হাসপাতাল থেকে তাদের ডিবি কার্যালয়ে নেওয়া হয়। বিভিন্ন মহল থেকে তাদের মুক্তির দাবি জানানো হয়েছে। (970, 191, 1324, 326)
classified-ad (56, 1631, 203, 1696)
classified-ad-code: সি: ৫৩৭৫/২৪ (358, 1423, 415, 1435)
classified-ad (56, 722, 203, 816)
classified-ad-text: রেডি ফ্ল্যাট বিক্রয় : ধানমন্ডি ওয়েস্ট এন্ড স্ট্রিট ১৩৫০ বর্গফুটের রেডি ফ্ল্যাট বিক্রয়। # ০১৭০৬৪৫৩৩৩। (214, 1447, 415, 1489)
classified-ad-text: ফ্ল্যাট বিক্রয় : মোহাম্মদপুর বাসস্ট্যান্ড সংলগ্ন তাজমহল রোডে ১৩০০ বর্গফুটের ফ্ল্যাট বিক্রয়। # ০১৭০০৪৪৯০৫। (56, 1002, 203, 1059)
classified-ad (56, 418, 203, 498)
classified-ad (56, 1344, 203, 1409)
column-3 (426, 158, 761, 2329)
classified-ad-code: সি: ৫৩৬৪/২৪ (146, 1227, 203, 1239)
article-6-body (426, 1337, 761, 1493)
article-paragraph: এদিকে ইন্টারনেট সংযোগ ধীরে ধীরে স্বাভাবিক হওয়ায় ব্যাংক ও আর্থিক প্রতিষ্ঠানগুলোর কার্যক্রম শুরু হয়েছে। তবে মোবাইল ইন্টারনেট এখনও পুরোপুরি চালু হয়নি। সংশ্লিষ্টরা বলছেন, আস্থার সংকট কাটাতে দ্রুত রাজনৈতিক সমাধান প্রয়োজন। (426, 2087, 761, 2152)
article-paragraph: অর্থনীতিবিদরা বলছেন, এমনিতেই ডলার সংকট, উচ্চ মূল্যস্ফীতি ও রিজার্ভ কমে যাওয়ায় অর্থনীতি চাপের মধ্যে ছিল। সাম্প্রতিক অস্থিরতা সেই চাপ আরও বাড়িয়েছে। রপ্তানি আয় কমে যাওয়ার শঙ্কা তৈরি হয়েছে। রেমিট্যান্স প্রবাহেও নেতিবাচক প্রভাব পড়তে পারে। ব্যাংকিং খাতে লেনদেন বন্ধ থাকায় ব্যবসা-বাণিজ্য স্থবির হয়ে পড়েছিল। চট্টগ্রাম বন্দরে কনটেইনার জট তৈরি হয়েছে। আমদানি-রপ্তানি কার্যক্রম স্বাভাবিক হতে সময় লাগবে বলে মনে করছেন সংশ্লিষ্টরা। (426, 1856, 761, 1973)
classified-ad (56, 1261, 203, 1341)
classified-ad (214, 1581, 415, 1646)
column-4 (770, 158, 960, 2329)
classified-ad-code: সি: ৫৩৭৩/২৪ (146, 396, 203, 409)
column-divider (965, 158, 966, 2329)
classified-ad (214, 1445, 415, 1510)
classified-list-buy-sell-2 (214, 1104, 415, 1647)
classified-ad-text: প্লট বিক্রয় : ঢাকা-মাওয়া হাইওয়ে সংলগ্ন প্লট বিক্রয় হবে। # ০১৯৬৫৫৭৭২৬১। (56, 1482, 203, 1524)
classified-ad-code: সি: ৫৩৫৮/২৪ (146, 1459, 203, 1471)
headline-article-10[interactable]: রাঙামাটি কাপ্তাই হ্রদে (783, 437, 947, 459)
headline-article-12[interactable]: ডিবি হেফাজতে (1086, 162, 1207, 185)
classified-ad-text: প্লট বিক্রয় : বসুন্ধরা আ/এ ব্লক-এ, এন-২ এ ৫ কাঠা প্লট বিক্রয়। # ০১৭১১৯৩৬১০১। (56, 1633, 203, 1675)
headline-article-11[interactable]: সন্ত্রাস ও নৈরাজ্যের (790, 693, 940, 717)
article-11-body (770, 721, 960, 1123)
classified-ad (56, 1083, 203, 1163)
classified-ad-code: সি: ৫৩৭২/২৪ (146, 896, 203, 908)
classified-ad-text: জরুরী আবশ্যক : আল-খালিজ গ্রুপ অব কোম্পানীর মালিকের বাসায় ০১ জন মালি প্রয়োজন। যোগ্যতা এসএসসি। বিএ উত্তীর্ণ হতে হবে। বেতন আলোচনা সাপেক্ষে। যোগাযোগ ৬২/ই, সে: ৩, উত্তরা # ০৭৪৪৭৭০৯৬০। (56, 196, 203, 297)
classified-ad-text: আবশ্যক : ফ্যামেলি কোম্পানীর জেনারেটিভ অভিজ্ঞতাসম্পন্ন লোক প্রয়োজন। বেতন ১৬ হাজার টাকা। যোগাযোগ # ০১৬৮৪৮০৩৮৮৫। (56, 503, 203, 560)
article-4-body (426, 693, 761, 904)
article-paragraph: বিশেষজ্ঞরা বলছেন, জাপানে জীবনযাত্রার ব্যয় দিন দিন বাড়ছে। সেই তুলনায় শিক্ষাবৃত্তির পরিমাণ বাড়েনি। ফলে শিক্ষার্থীদের ওপর আর্থিক চাপ বাড়ছে। সরকারের উচিত শিক্ষাবৃত্তির পরিমাণ বাড়ানো এবং সহজ শর্তে শিক্ষাঋণের ব্যবস্থা করা। অনেক শিক্ষার্থী রাতে ঘুমানোর সময় পান না। এতে তাদের স্বাস্থ্যঝুঁকিও বাড়ছে। বিশেষ করে বিদেশি শিক্ষার্থীদের অবস্থা আরও কঠিন। ভাষাগত সমস্যার কারণে তারা ভালো বেতনের কাজ পান না। (1333, 1652, 1518, 1855)
classified-ad-code: সি: ৫৩৫৭/২৪ (146, 1609, 203, 1621)
classified-ad-text: প্লট বিক্রয় : রাজউক পূর্বাচল প্রকল্পে ২৯ নং সেক্টর, রোড-৩০৩, প্লট-১০৭, ৩ কাঠা। # ০১৭১১৭৯৮০৮৪। (214, 1325, 415, 1367)
article-1-body (214, 190, 415, 1057)
classified-ad-code: সি: ৫৩৮০/২৪ (358, 1767, 415, 1779)
classified-list-buy-sell (56, 722, 203, 1696)
classified-header-buy-sell: ক্রয়/বিক্রয়/ভাড়া (56, 686, 203, 717)
article-paragraph: (প্রথম পৃষ্ঠার পর) সাগরে মাছ ধরার ৬৫ দিনের নিষেধাজ্ঞা শেষে জেলেরা মাছ শিকারে নেমে প্রচুর ইলিশ পাচ্ছেন। বরিশাল পোর্ট রোডের মৎস্য অবতরণ কেন্দ্রে শুক্রবার সকাল থেকে বড় সাইজের ইলিশের সরবরাহ বেড়েছে। মৎস্য আড়তদাররা জানান, এক কেজি থেকে দেড় কেজি ওজনের ইলিশ প্রতি মণ বিক্রি হচ্ছে ৭০ থেকে ৭৫ হাজার টাকায়। ৭০০ থেকে ৯০০ গ্রাম ওজনের ইলিশ প্রতি মণ ৫৫ থেকে ৬০ হাজার টাকায় বিক্রি হচ্ছে। মাঝারি সাইজের ইলিশের দাম কিছুটা কম। মৎস্য বিভাগের কর্মকর্তারা জানান, ইলিশের উৎপাদন বাড়াতে নিষেধাজ্ঞার সুফল মিলছে। বাজারে ক্রেতাদের উপস্থিতিও বেড়েছে। (426, 1339, 761, 1490)
article-15-body (970, 598, 1324, 791)
article-paragraph: (প্রথম পৃষ্ঠার পর) পুলিশ বক্সের ৩০ লাখ টাকার ক্ষয়ক্ষতি করা হয়েছে বলে দাবি করা হয়। মামলায় অজ্ঞাতনামা কয়েক শত দুর্বৃত্তকে আসামি করা হয়েছে। গত ১৯ জুলাই বরিশাল নগরীর নথুল্লাবাদ কেন্দ্রীয় বাস টার্মিনাল, রূপাতলী বাস টার্মিনালসহ বিভিন্ন স্থানে হামলা-ভাঙচুর চালানো হয়। এ ঘটনায় বিআরটিসি ডিপোর কাউন্টার, পুলিশ বক্স এবং কয়েকটি যানবাহনে আগুন দেওয়া হয়। (426, 434, 761, 534)
article-2-body (426, 190, 761, 400)
article-14-body (970, 479, 1324, 566)
